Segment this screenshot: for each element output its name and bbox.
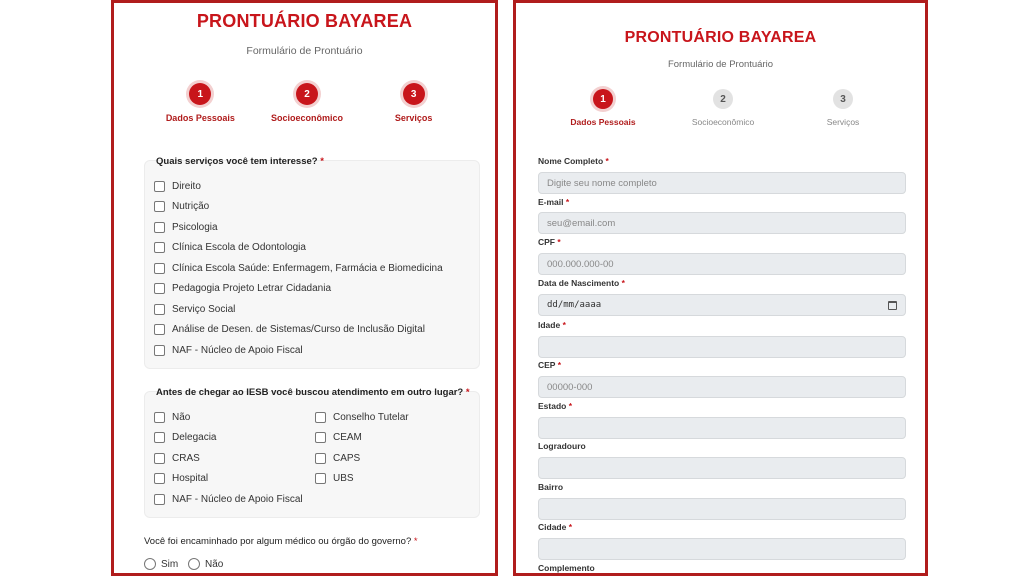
prior-attendance-question (156, 387, 470, 398)
step-circle: 3 (403, 83, 425, 105)
placeholder-text: dd/mm/aaaa (547, 300, 602, 310)
referral-option-nao[interactable] (188, 558, 223, 570)
checkbox[interactable] (154, 263, 165, 274)
brand-title: PRONTUÁRIO BAYAREA (196, 11, 413, 31)
label-text: Nome Completo (538, 156, 604, 166)
checkbox[interactable] (154, 432, 165, 443)
service-option-nutricao[interactable] (154, 201, 209, 212)
checkbox[interactable] (154, 201, 165, 212)
cidade-label (538, 522, 572, 532)
prior-option-naf[interactable] (154, 494, 303, 505)
placeholder-text: seu@email.com (547, 217, 616, 229)
cpf-label (538, 237, 561, 247)
service-option-psicologia[interactable] (154, 222, 218, 233)
label-text: Data de Nascimento (538, 278, 620, 288)
service-option-servico-social[interactable] (154, 304, 235, 315)
label-text: Idade (538, 320, 561, 330)
step-personal[interactable] (147, 83, 254, 123)
step-circle: 2 (713, 89, 733, 109)
step-services[interactable] (360, 83, 467, 123)
checkbox[interactable] (315, 473, 326, 484)
option-label: NAF - Núcleo de Apoio Fiscal (172, 494, 303, 505)
option-label: Delegacia (172, 432, 217, 443)
option-label: Pedagogia Projeto Letrar Cidadania (172, 283, 331, 294)
option-label: Não (172, 412, 191, 423)
service-option-sistemas[interactable] (154, 324, 425, 335)
checkbox[interactable] (315, 432, 326, 443)
form-subtitle: Formulário de Prontuário (246, 45, 363, 57)
option-label: Direito (172, 181, 201, 192)
step-personal[interactable] (548, 89, 658, 127)
logradouro-label (538, 441, 586, 451)
prior-option-caps[interactable] (315, 453, 360, 464)
logradouro-input[interactable] (538, 457, 906, 479)
label-text: Estado (538, 401, 567, 411)
prior-option-ubs[interactable] (315, 473, 354, 484)
checkbox[interactable] (154, 453, 165, 464)
calendar-icon[interactable] (888, 301, 897, 310)
option-label: Sim (161, 558, 179, 570)
label-text: Cidade (538, 522, 567, 532)
checkbox[interactable] (154, 222, 165, 233)
services-question-text: Quais serviços você tem interesse? (156, 156, 318, 167)
label-text: Complemento (538, 563, 595, 573)
services-form-panel (111, 0, 498, 576)
radio-button[interactable] (188, 558, 200, 570)
option-label: CAPS (333, 453, 361, 464)
services-question (156, 156, 324, 167)
service-option-pedagogia[interactable] (154, 283, 331, 294)
label-text: Logradouro (538, 441, 586, 451)
birthdate-input[interactable] (538, 294, 906, 316)
checkbox[interactable] (315, 412, 326, 423)
prior-option-ceam[interactable] (315, 432, 362, 443)
step-label: Serviços (394, 113, 433, 123)
step-socioeconomic[interactable] (668, 89, 778, 127)
birthdate-label (538, 278, 625, 288)
option-label: Clínica Escola de Odontologia (172, 242, 306, 253)
placeholder-text: 00000-000 (547, 381, 593, 393)
email-label (538, 197, 569, 207)
step-circle: 3 (833, 89, 853, 109)
idade-input[interactable] (538, 336, 906, 358)
bairro-label (538, 482, 563, 492)
checkbox[interactable] (154, 242, 165, 253)
prior-option-conselho-tutelar[interactable] (315, 412, 409, 423)
option-label: Conselho Tutelar (333, 412, 409, 423)
checkbox[interactable] (154, 304, 165, 315)
service-option-odontologia[interactable] (154, 242, 306, 253)
cep-label (538, 360, 561, 370)
referral-question (144, 536, 418, 547)
label-text: E-mail (538, 197, 564, 207)
required-mark: * (605, 156, 609, 166)
option-label: Análise de Desen. de Sistemas/Curso de Inclusão Digital (172, 324, 425, 335)
prior-option-hospital[interactable] (154, 473, 208, 484)
nome-label (538, 156, 609, 166)
step-label: Serviços (826, 117, 860, 127)
idade-label (538, 320, 566, 330)
checkbox[interactable] (154, 494, 165, 505)
personal-data-form-panel (513, 0, 928, 576)
checkbox[interactable] (154, 324, 165, 335)
option-label: CEAM (333, 432, 362, 443)
checkbox[interactable] (154, 412, 165, 423)
estado-input[interactable] (538, 417, 906, 439)
option-label: Psicologia (172, 222, 218, 233)
complemento-label (538, 563, 595, 573)
step-circle: 2 (296, 83, 318, 105)
checkbox[interactable] (154, 473, 165, 484)
option-label: Serviço Social (172, 304, 236, 315)
required-mark: * (621, 278, 625, 288)
required-mark: * (465, 387, 470, 398)
checkbox[interactable] (154, 345, 165, 356)
referral-question-text: Você foi encaminhado por algum médico ou órgão do governo? (144, 536, 412, 547)
estado-label (538, 401, 572, 411)
required-mark: * (557, 237, 561, 247)
option-label: Nutrição (172, 201, 210, 212)
cep-input[interactable] (538, 376, 906, 398)
placeholder-text: Digite seu nome completo (547, 177, 657, 189)
step-indicator (147, 83, 467, 123)
nome-input[interactable] (538, 172, 906, 194)
step-label: Socioeconômico (271, 113, 344, 123)
step-circle: 1 (593, 89, 613, 109)
option-label: NAF - Núcleo de Apoio Fiscal (172, 345, 303, 356)
checkbox[interactable] (315, 453, 326, 464)
service-option-direito[interactable] (154, 181, 201, 192)
required-mark: * (562, 320, 566, 330)
step-label: Dados Pessoais (570, 117, 636, 127)
form-subtitle: Formulário de Prontuário (667, 59, 774, 70)
prior-option-cras[interactable] (154, 453, 200, 464)
label-text: CEP (538, 360, 556, 370)
cpf-input[interactable] (538, 253, 906, 275)
step-socioeconomic[interactable] (254, 83, 361, 123)
required-mark: * (557, 360, 562, 370)
prior-option-delegacia[interactable] (154, 432, 216, 443)
brand-title: PRONTUÁRIO BAYAREA (624, 29, 817, 46)
label-text: Bairro (538, 482, 564, 492)
checkbox[interactable] (154, 181, 165, 192)
label-text: CPF (538, 237, 555, 247)
service-option-saude[interactable] (154, 263, 443, 274)
option-label: Hospital (172, 473, 209, 484)
prior-option-nao[interactable] (154, 412, 190, 423)
option-label: Não (205, 558, 224, 570)
required-mark: * (320, 156, 324, 167)
step-indicator (548, 89, 898, 127)
option-label: UBS (333, 473, 354, 484)
placeholder-text: 000.000.000-00 (547, 258, 614, 270)
option-label: Clínica Escola Saúde: Enfermagem, Farmácia e Biomedicina (172, 263, 443, 274)
required-mark: * (568, 522, 573, 532)
cidade-input[interactable] (538, 538, 906, 560)
required-mark: * (565, 197, 570, 207)
radio-button[interactable] (144, 558, 156, 570)
option-label: CRAS (172, 453, 200, 464)
email-input[interactable] (538, 212, 906, 234)
step-services[interactable] (788, 89, 898, 127)
service-option-naf[interactable] (154, 345, 303, 356)
step-circle: 1 (189, 83, 211, 105)
step-label: Socioeconômico (691, 117, 755, 127)
step-label: Dados Pessoais (165, 113, 235, 123)
bairro-input[interactable] (538, 498, 906, 520)
required-mark: * (568, 401, 573, 411)
referral-option-sim[interactable] (144, 558, 178, 570)
required-mark: * (413, 536, 418, 547)
checkbox[interactable] (154, 283, 165, 294)
prior-question-text: Antes de chegar ao IESB você buscou atendimento em outro lugar? (156, 387, 464, 398)
